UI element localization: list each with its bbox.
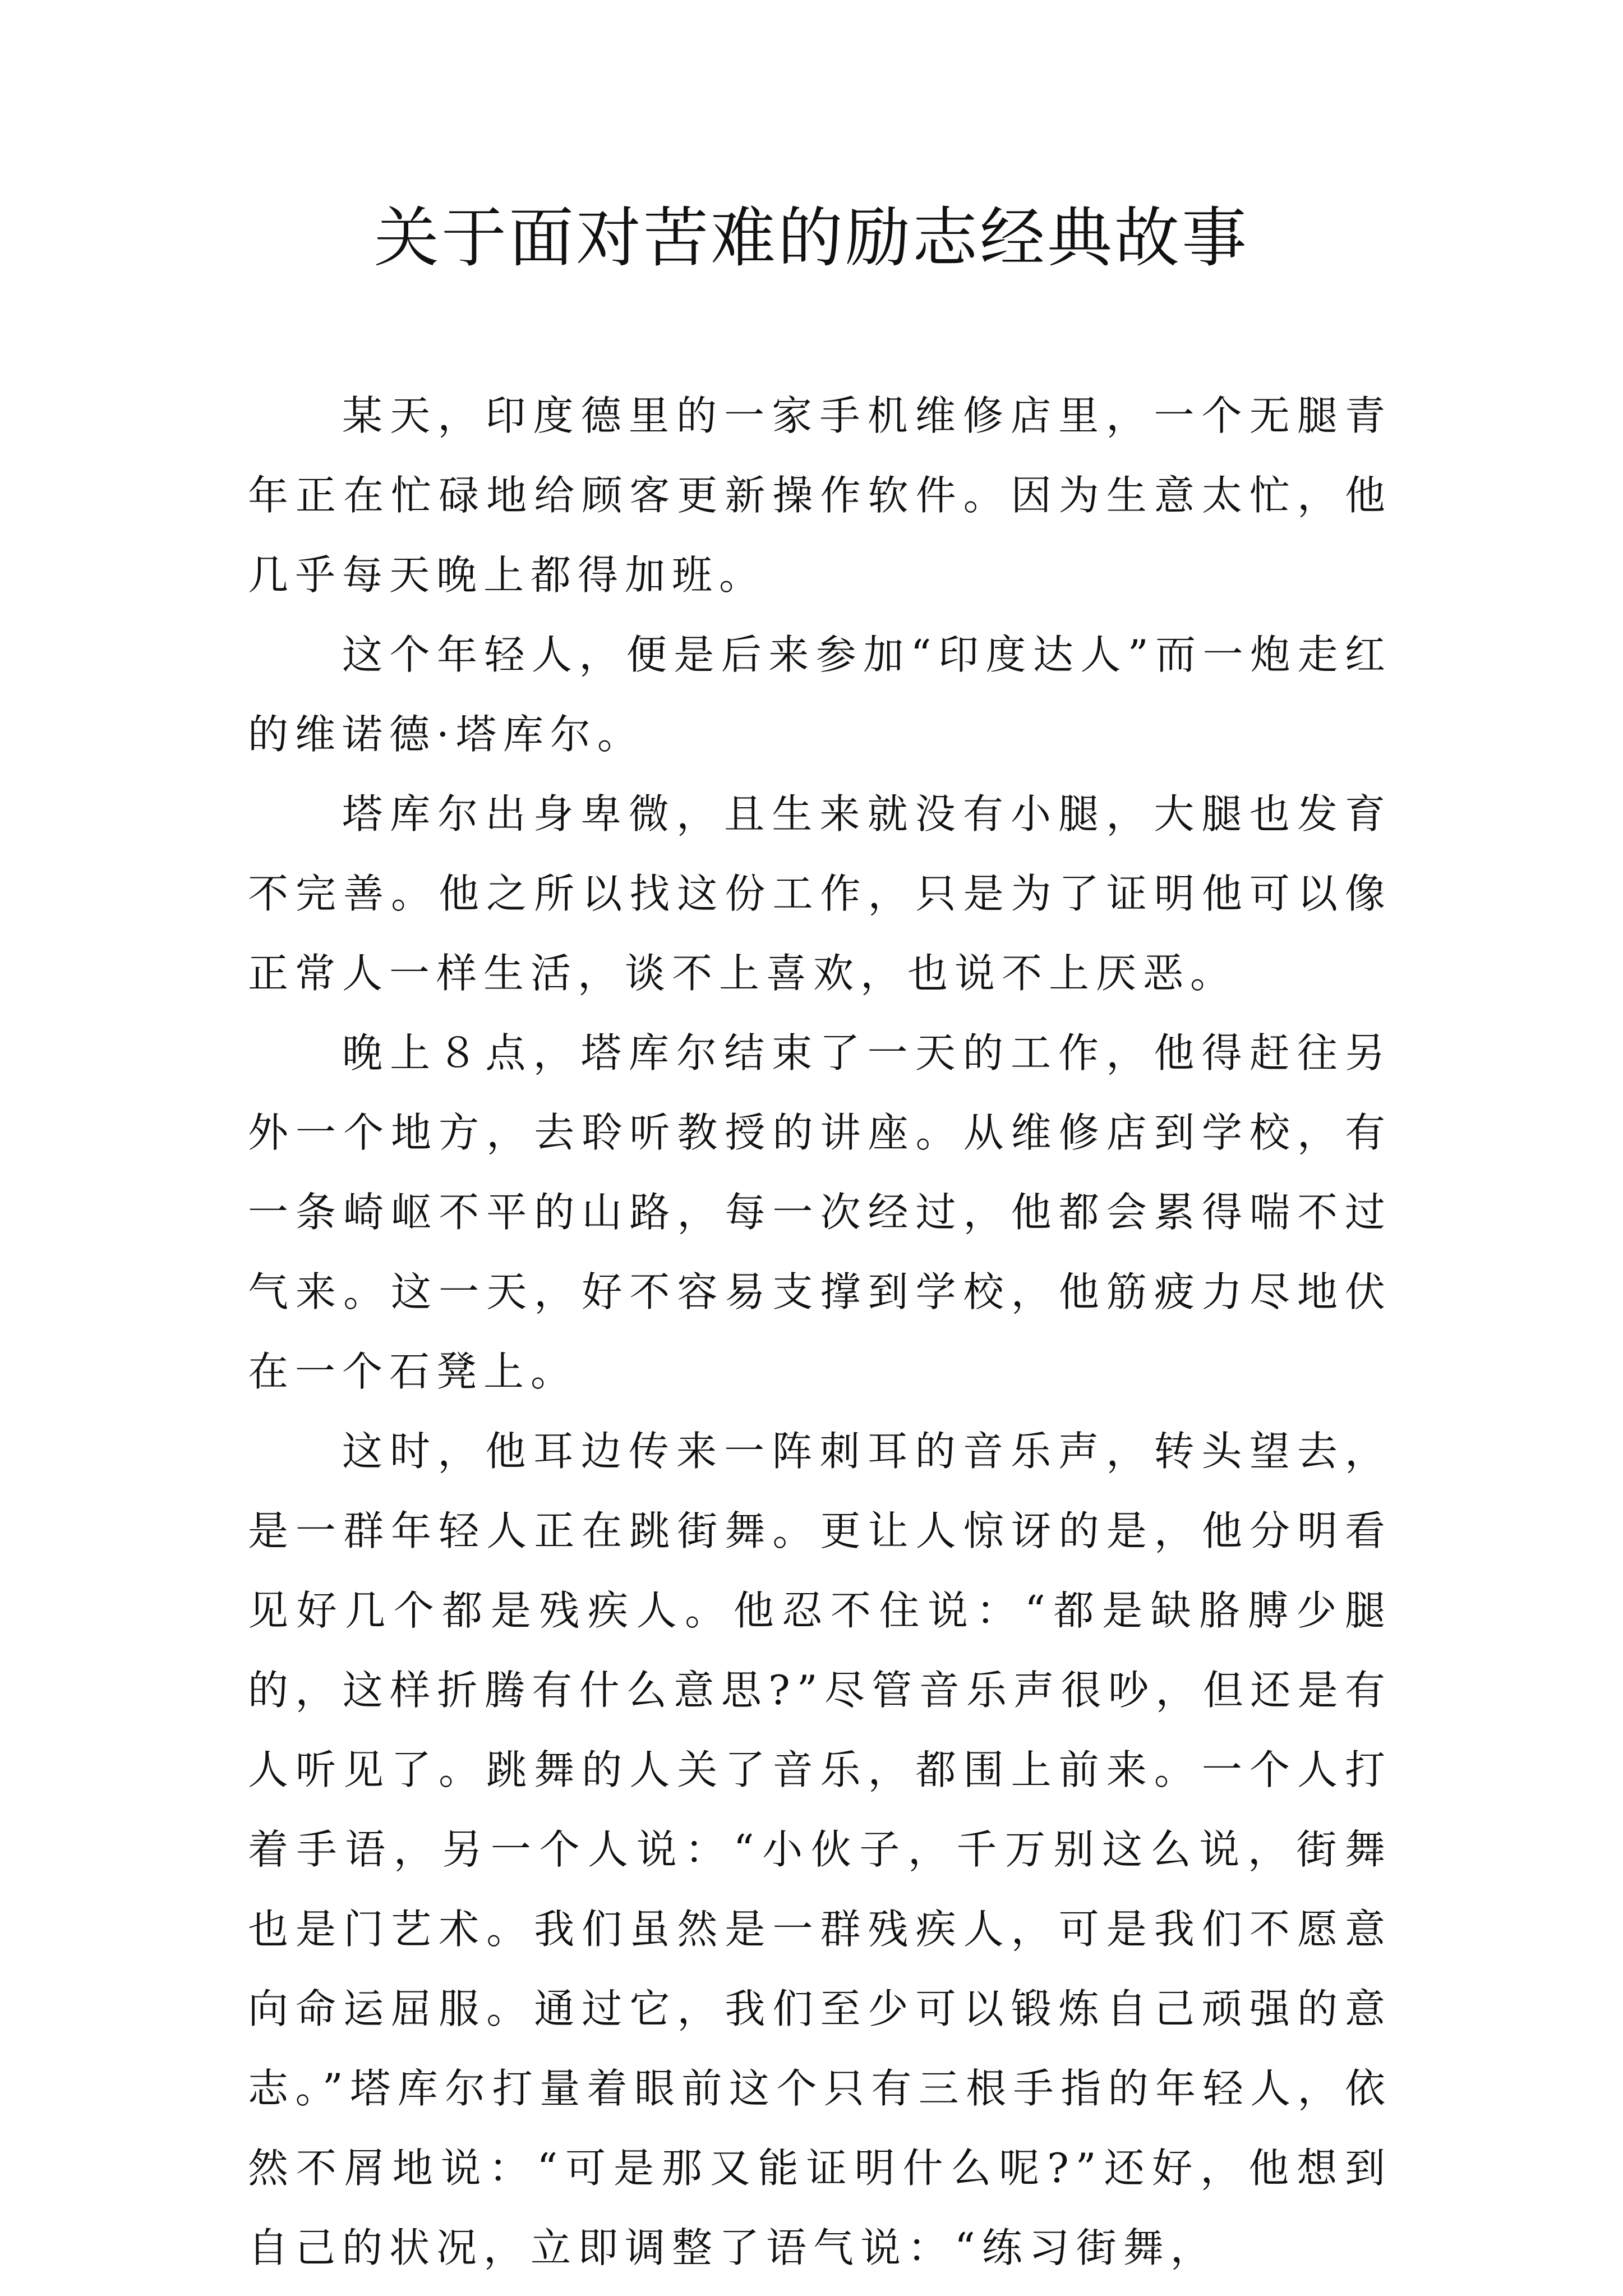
paragraph-1: 某天，印度德里的一家手机维修店里，一个无腿青年正在忙碌地给顾客更新操作软件。因为生意太忙，他几乎每天晚上都得加班。	[248, 392, 1392, 599]
paragraph-5: 这时，他耳边传来一阵刺耳的音乐声，转头望去，是一群年轻人正在跳街舞。更让人惊讶的是，他分明看见好几个都是残疾人。他忍不住说：“都是缺胳膊少腿的，这样折腾有什么意思?”尽管音乐声很吵，但还是有人听见了。跳舞的人关了音乐，都围上前来。一个人打着手语，另一个人说：“小伙子，千万别这么说，街舞也是门艺术。我们虽然是一群残疾人，可是我们不愿意向命运屈服。通过它，我们至少可以锻炼自己顽强的意志。”塔库尔打量着眼前这个只有三根手指的年轻人，依然不屑地说：“可是那又能证明什么呢?”还好，他想到自己的状况，立即调整了语气说：“练习街舞，	[248, 1428, 1392, 2271]
paragraph-2: 这个年轻人，便是后来参加“印度达人”而一炮走红的维诺德·塔库尔。	[248, 631, 1392, 758]
document-title: 关于面对苦难的励志经典故事	[374, 200, 1249, 276]
paragraph-3: 塔库尔出身卑微，且生来就没有小腿，大腿也发育不完善。他之所以找这份工作，只是为了证明他可以像正常人一样生活，谈不上喜欢，也说不上厌恶。	[248, 790, 1392, 997]
paragraph-4: 晚上８点，塔库尔结束了一天的工作，他得赶往另外一个地方，去聆听教授的讲座。从维修店到学校，有一条崎岖不平的山路，每一次经过，他都会累得喘不过气来。这一天，好不容易支撑到学校，他筋疲力尽地伏在一个石凳上。	[248, 1029, 1392, 1395]
document-body	[248, 376, 1392, 2288]
